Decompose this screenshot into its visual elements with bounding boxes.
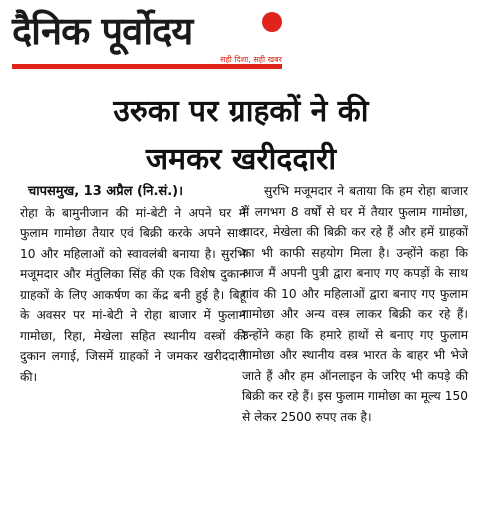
dateline: चापसमुख, 13 अप्रैल (नि.सं.)। [28, 184, 184, 199]
masthead-rule [12, 64, 282, 69]
article-column-right [242, 181, 468, 427]
masthead [12, 4, 282, 72]
headline-line-2: जमकर खरीददारी [145, 142, 337, 177]
article-paragraph-1: रोहा के बामुनीजान की मां-बेटी ने अपने घर में फुलाम गामोछा तैयार एवं बिक्री करके अपने साथ 10 और महिलाओं को स्वावलंबी बनाया है। सुरभि मजूमदार और मंतुलिका सिंह की एक विशेष दुकान ग्राहकों के लिए आकर्षण का केंद्र बनी हुई है। बिहू के अवसर पर मां-बेटी ने रोहा बाजार में फुलाम गामोछा, रिहा, मेखेला सहित स्थानीय वस्त्रों की दुकान लगाई, जिसमें ग्राहकों ने जमकर खरीददारी की। [20, 205, 246, 384]
logo-dot-icon [262, 12, 282, 32]
article-paragraph-2: सुरभि मजूमदार ने बताया कि हम रोहा बाजार में लगभग 8 वर्षों से घर में तैयार फुलाम गामोछा, चादर, मेखेला की बिक्री कर रहे हैं और हमें ग्राहकों का भी काफी सहयोग मिला है। उन्होंने कहा कि आज मैं अपनी पुत्री द्वारा बनाए गए कपड़ों के साथ गांव की 10 और महिलाओं द्वारा बनाए गए फुलाम गामोछा और अन्य वस्त्र लाकर बिक्री कर रहे हैं। उन्होंने कहा कि हमारे हाथों से बनाए गए फुलाम गामोछा और स्थानीय वस्त्र भारत के बाहर भी भेजे जाते हैं और हम ऑनलाइन के जरिए भी कपड़े की बिक्री कर रहे हैं। इस फुलाम गामोछा का मूल्य 150 से लेकर 2500 रुपए तक है। [242, 184, 468, 424]
article-column-left [20, 181, 246, 387]
masthead-tagline: सही दिशा, सही खबर [220, 55, 282, 64]
masthead-title: दैनिक पूर्वोदय [12, 9, 193, 53]
headline-line-1: उरुका पर ग्राहकों ने की [113, 94, 369, 129]
